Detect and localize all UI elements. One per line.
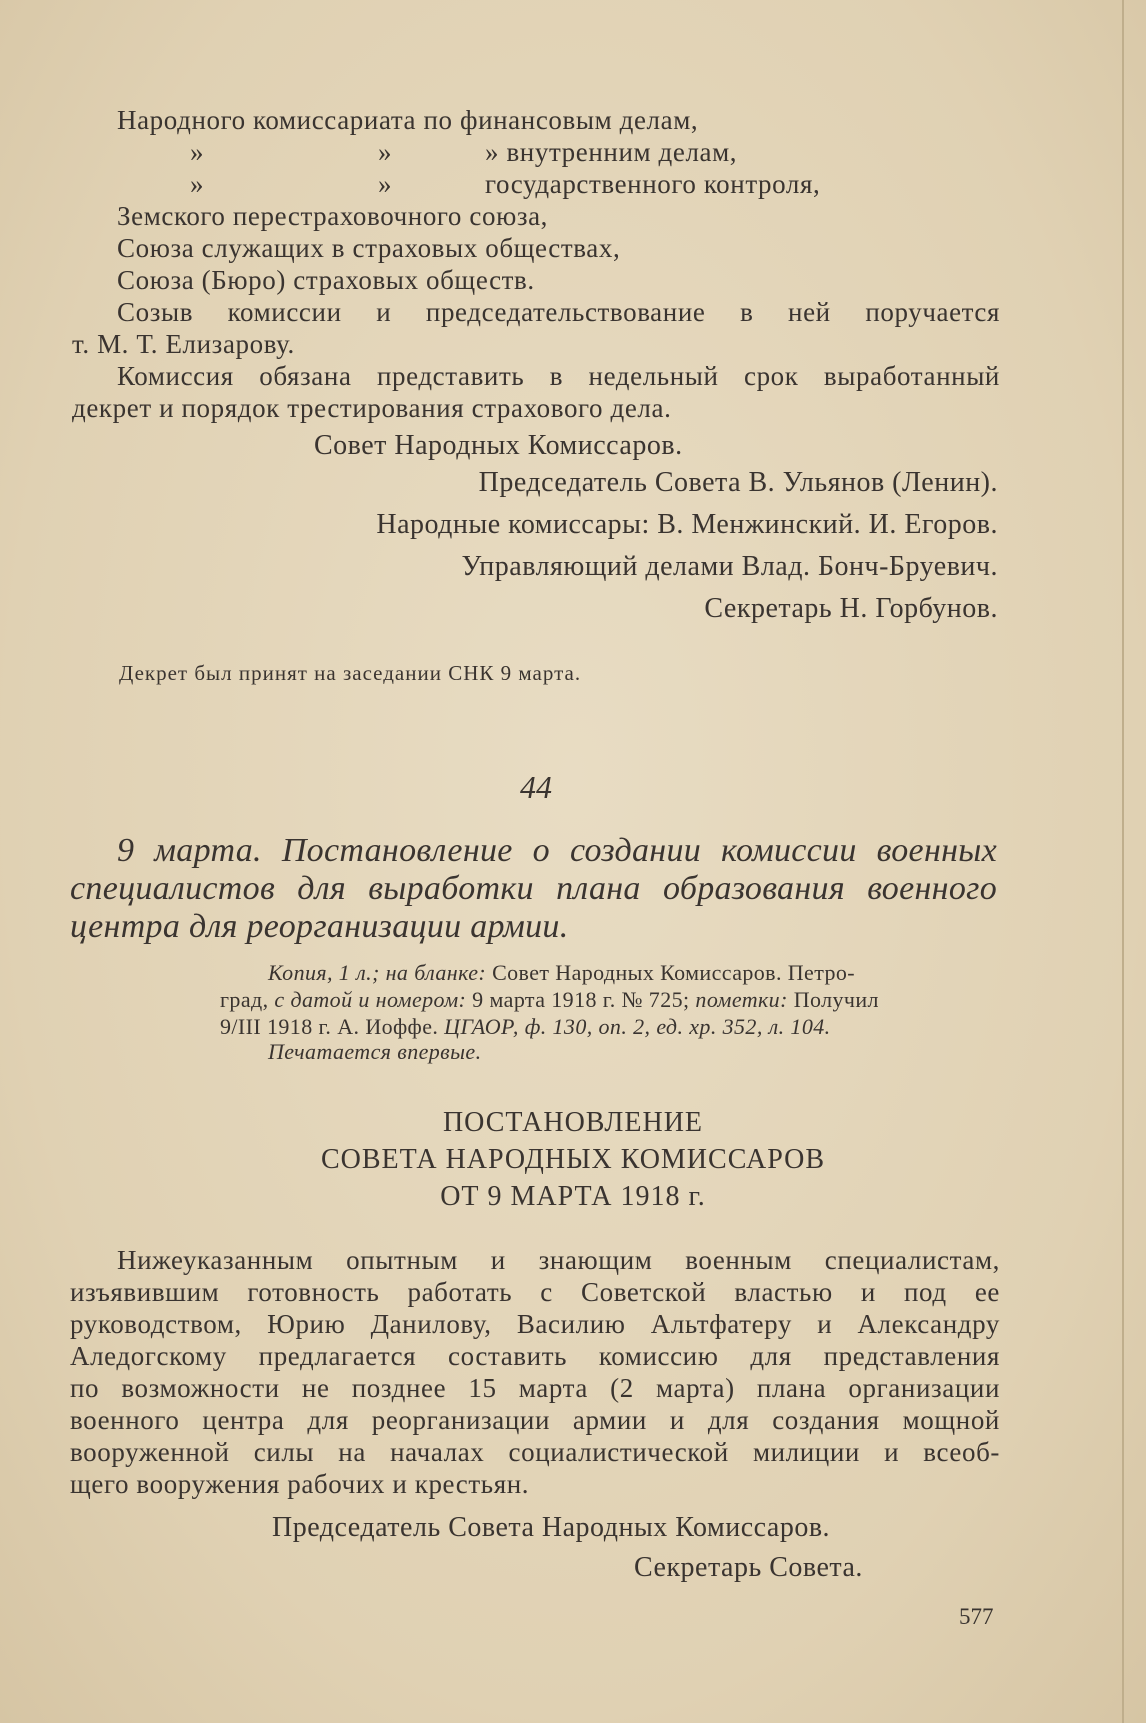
list-line-3: государственного контроля, — [485, 169, 821, 199]
para2-line-1: Комиссия обязана представить в недельный срок выработанный — [117, 361, 1000, 391]
doc-heading-line-1: 9 марта. Постановление о создании комиссии военных — [117, 832, 997, 869]
source-line-2: град, с датой и номером: 9 марта 1918 г. № 725; пометки: Получил — [220, 987, 879, 1012]
list-ditto-2b: » — [378, 169, 393, 199]
list-ditto-2a: » — [190, 169, 205, 199]
decree-note: Декрет был принят на заседании СНК 9 марта. — [119, 661, 582, 685]
source-line-4: Печатается впервые. — [268, 1039, 482, 1064]
signature2-chairman: Председатель Совета Народных Комиссаров. — [272, 1512, 831, 1543]
para2-line-2: декрет и порядок трестирования страхового дела. — [72, 393, 672, 423]
signature-manager: Управляющий делами Влад. Бонч-Бруевич. — [461, 551, 998, 582]
source-line-3: 9/III 1918 г. А. Иоффе. ЦГАОР, ф. 130, оп. 2, ед. хр. 352, л. 104. — [220, 1014, 831, 1039]
list-ditto-1a: » — [190, 137, 205, 167]
body-line-1: Нижеуказанным опытным и знающим военным специалистам, — [117, 1245, 1000, 1275]
list-line-1: Народного комиссариата по финансовым делам, — [117, 105, 699, 135]
body-line-7: вооруженной силы на началах социалистической милиции и всеоб- — [70, 1437, 1000, 1467]
resolution-title-1: ПОСТАНОВЛЕНИЕ — [442, 1107, 704, 1138]
signature-chairman: Председатель Совета В. Ульянов (Ленин). — [478, 467, 998, 498]
resolution-title-2: СОВЕТА НАРОДНЫХ КОМИССАРОВ — [320, 1144, 826, 1175]
page-edge — [1122, 0, 1124, 1723]
document-number: 44 — [520, 769, 552, 805]
body-line-3: руководством, Юрию Данилову, Василию Альтфатеру и Александру — [70, 1309, 1000, 1339]
para1-line-2: т. М. Т. Елизарову. — [72, 329, 295, 359]
body-line-8: щего вооружения рабочих и крестьян. — [70, 1469, 530, 1499]
doc-heading-line-2: специалистов для выработки плана образования военного — [70, 870, 997, 907]
signature-commissars: Народные комиссары: В. Менжинский. И. Егоров. — [376, 509, 998, 540]
signature-council: Совет Народных Комиссаров. — [314, 430, 683, 461]
source-line-1: Копия, 1 л.; на бланке: Совет Народных Комиссаров. Петро- — [268, 960, 856, 985]
resolution-title-3: ОТ 9 МАРТА 1918 г. — [440, 1181, 706, 1212]
list-line-2: » внутренним делам, — [485, 137, 738, 167]
body-line-5: по возможности не позднее 15 марта (2 марта) плана организации — [70, 1373, 1000, 1403]
body-line-6: военного центра для реорганизации армии и для создания мощной — [70, 1405, 1000, 1435]
signature2-secretary: Секретарь Совета. — [634, 1552, 863, 1583]
page-number: 577 — [959, 1604, 994, 1629]
list-line-6: Союза (Бюро) страховых обществ. — [117, 265, 535, 295]
list-ditto-1b: » — [378, 137, 393, 167]
list-line-5: Союза служащих в страховых обществах, — [117, 233, 621, 263]
body-line-2: изъявившим готовность работать с Советской властью и под ее — [70, 1277, 1000, 1307]
para1-line-1: Созыв комиссии и председательствование в ней поручается — [117, 297, 1000, 327]
body-line-4: Аледогскому предлагается составить комиссию для представления — [70, 1341, 1000, 1371]
list-line-4: Земского перестраховочного союза, — [117, 201, 549, 231]
doc-heading-line-3: центра для реорганизации армии. — [70, 908, 569, 945]
signature-secretary: Секретарь Н. Горбунов. — [704, 593, 998, 624]
